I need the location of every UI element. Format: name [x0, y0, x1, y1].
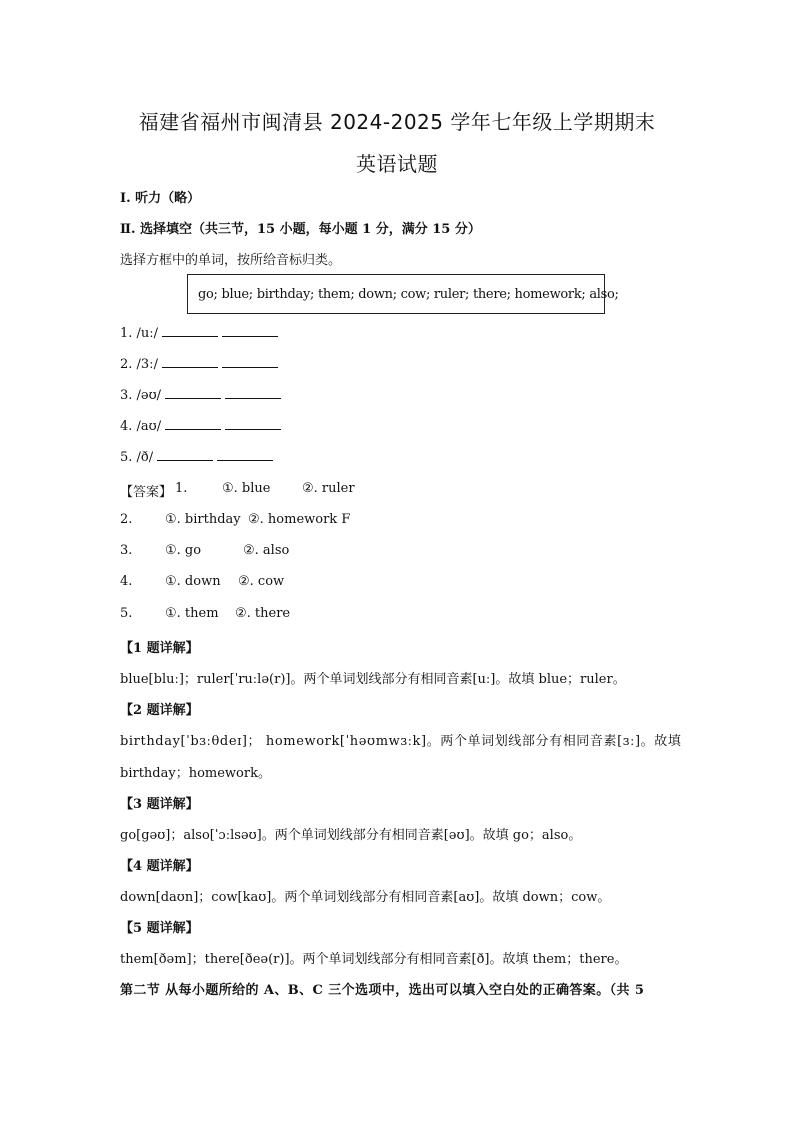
question-label: 2. /3ː/	[120, 357, 158, 372]
answer-blank	[165, 387, 221, 399]
explanation-heading: 【1 题详解】	[120, 641, 199, 656]
answer-blank	[222, 325, 278, 337]
answer-blank	[165, 418, 221, 430]
answer-blank	[225, 387, 281, 399]
question-label: 1. /uː/	[120, 326, 159, 341]
explanation-heading: 【4 题详解】	[120, 859, 199, 874]
answer-option-a: ①. birthday	[165, 512, 241, 527]
answer-option-b: ②. cow	[238, 574, 285, 589]
answer-blank	[222, 356, 278, 368]
explanation-text: them[ðəm]；there[ðeə(r)]。两个单词划线部分有相同音素[ð]。故填 them；there。	[120, 952, 628, 967]
question-label: 5. /ð/	[120, 450, 154, 465]
answer-option-a: ①. blue	[222, 481, 271, 496]
page-title: 福建省福州市闽清县 2024-2025 学年七年级上学期期末	[138, 110, 656, 134]
answer-blank	[225, 418, 281, 430]
answer-num: 5.	[120, 606, 133, 621]
page-subtitle: 英语试题	[356, 152, 438, 176]
answer-label: 【答案】	[120, 485, 173, 500]
explanation-text: go[gəʊ]；also[ˈɔːlsəʊ]。两个单词划线部分有相同音素[əʊ]。故填 go；also。	[120, 828, 582, 843]
question-label: 4. /aʊ/	[120, 419, 162, 434]
explanation-heading: 【2 题详解】	[120, 703, 199, 718]
answer-option-b: ②. also	[243, 543, 290, 558]
answer-blank	[157, 449, 213, 461]
word-list: go; blue; birthday; them; down; cow; ruler; there; homework; also;	[198, 287, 619, 302]
answer-option-a: ①. them	[165, 606, 219, 621]
answer-option-a: ①. down	[165, 574, 221, 589]
explanation-text: blue[bluː]；ruler[ˈruːlə(r)]。两个单词划线部分有相同音素[uː]。故填 blue；ruler。	[120, 672, 626, 687]
word-box	[187, 274, 619, 314]
answer-option-a: ①. go	[165, 543, 202, 558]
explanation-text: down[daʊn]；cow[kaʊ]。两个单词划线部分有相同音素[aʊ]。故填 down；cow。	[120, 890, 611, 905]
answer-blank	[217, 449, 273, 461]
answer-blank	[162, 325, 218, 337]
answer-num: 2.	[120, 512, 133, 527]
question-1	[120, 325, 278, 341]
answer-option-b: ②. homework F	[248, 512, 351, 527]
section-listening: Ⅰ. 听力（略）	[120, 191, 201, 206]
explanation-heading: 【3 题详解】	[120, 797, 199, 812]
question-label: 3. /əʊ/	[120, 388, 162, 403]
answer-blank	[162, 356, 218, 368]
question-2	[120, 356, 278, 372]
answer-option-b: ②. ruler	[302, 481, 355, 496]
question-4	[120, 418, 281, 434]
answer-num: 3.	[120, 543, 133, 558]
answer-option-b: ②. there	[235, 606, 291, 621]
answer-num: 4.	[120, 574, 133, 589]
explanation-text: birthday；homework。	[120, 766, 271, 781]
next-section-heading: 第二节 从每小题所给的 A、B、C 三个选项中，选出可以填入空白处的正确答案。（共 5	[120, 983, 645, 998]
explanation-heading: 【5 题详解】	[120, 921, 199, 936]
question-5	[120, 449, 273, 465]
instruction: 选择方框中的单词，按所给音标归类。	[120, 253, 342, 268]
question-3	[120, 387, 281, 403]
explanation-text: birthday[ˈbɜːθdeɪ]； homework[ˈhəʊmwɜːk]。两个单词划线部分有相同音素[ɜː]。故填	[120, 734, 682, 749]
section-choice: Ⅱ. 选择填空（共三节，15 小题，每小题 1 分，满分 15 分）	[120, 222, 481, 237]
answer-num: 1.	[175, 481, 188, 496]
